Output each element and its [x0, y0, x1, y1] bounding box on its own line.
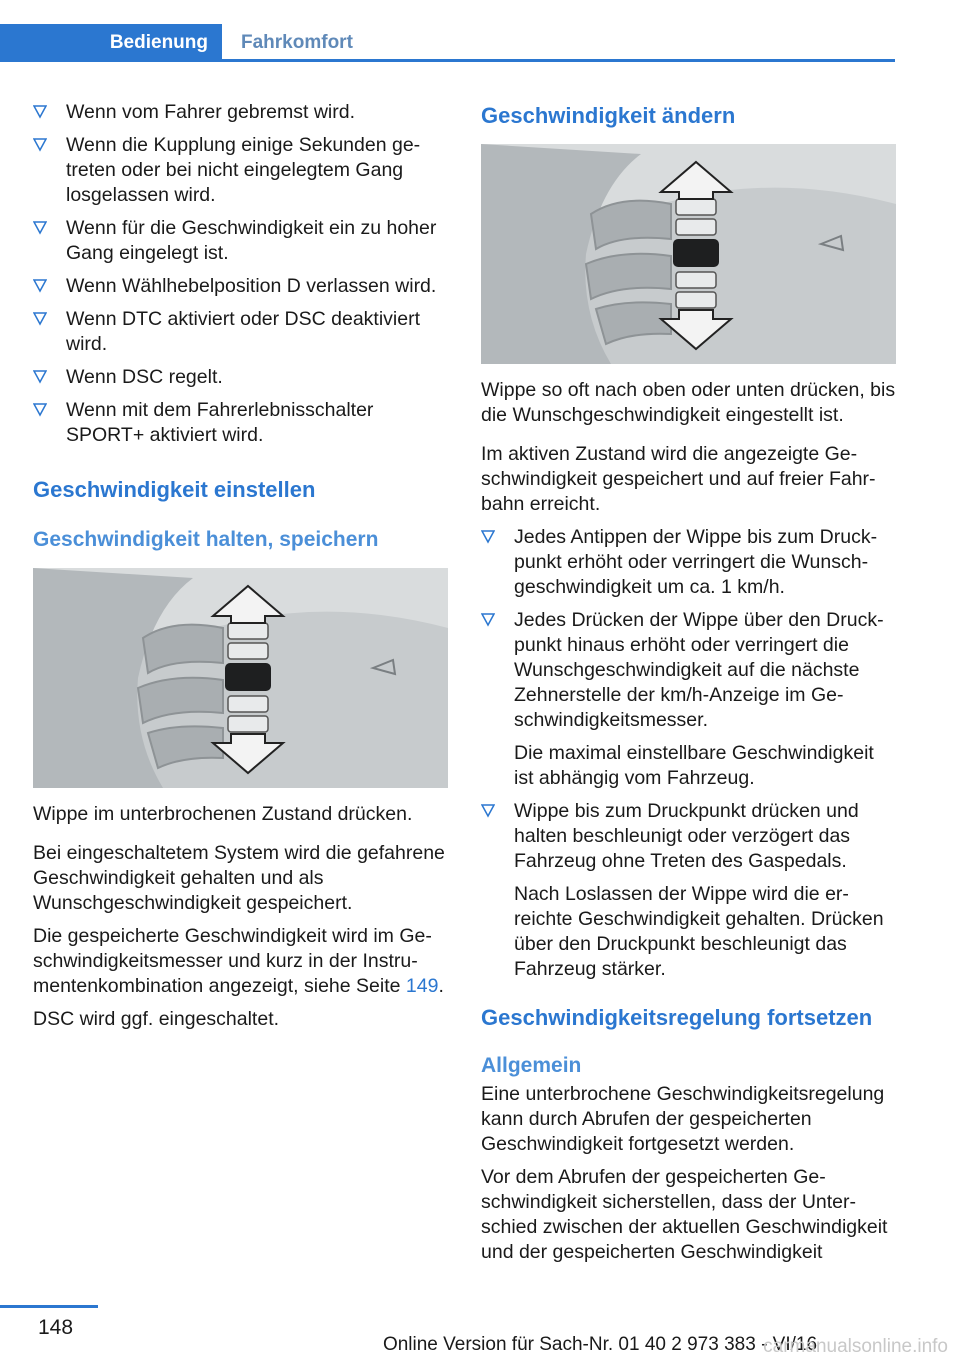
- paragraph: DSC wird ggf. eingeschaltet.: [33, 1008, 280, 1030]
- list-item-note: Die maximal einstellbare Geschwindigkeit ist abhängig vom Fahrzeug.: [514, 742, 874, 789]
- list-item: Wenn mit dem Fahrerlebnisschalter SPORT+ aktiviert wird.: [33, 398, 448, 448]
- list-item: Wenn vom Fahrer gebremst wird.: [33, 100, 448, 125]
- section-subheading: Allgemein: [481, 1054, 582, 1077]
- paragraph: Die gespeicherte Geschwindigkeit wird im Geschwindigkeitsmesser und kurz in der Instrumentenkombination angezeigt, siehe Seite 149.: [33, 925, 444, 997]
- bullet-triangle-icon: [481, 530, 495, 544]
- list-item: Wenn DTC aktiviert oder DSC deaktiviert wird.: [33, 307, 448, 357]
- section-heading: Geschwindigkeit einstellen: [33, 477, 316, 502]
- bullet-triangle-icon: [481, 613, 495, 627]
- list-item: Wenn die Kupplung einige Sekunden getreten oder bei nicht eingelegtem Gang losgelassen wird.: [33, 133, 448, 208]
- tab-fahrkomfort[interactable]: Fahrkomfort: [241, 32, 353, 53]
- paragraph: Bei eingeschaltetem System wird die gefahrene Geschwindigkeit gehalten und als Wunschgeschwindigkeit gespeichert.: [33, 842, 445, 914]
- watermark: carmanualsonline.info: [763, 1336, 948, 1357]
- paragraph: Im aktiven Zustand wird die angezeigte Geschwindigkeit gespeichert und auf freier Fahrbahn erreicht.: [481, 443, 876, 515]
- list-item: Jedes Drücken der Wippe über den Druckpunkt hinaus erhöht oder verringert die Wunschgeschwindigkeit auf die nächste Zehnerstelle der km/h-Anzeige im Geschwindigkeitsmesser. Die maximal einstellbare Geschwindigkeit ist abhängig vom Fahrzeug.: [481, 608, 896, 791]
- section-heading: Geschwindigkeit ändern: [481, 103, 736, 128]
- list-item: Wenn Wählhebelposition D verlassen wird.: [33, 274, 448, 299]
- list-item-note: Nach Loslassen der Wippe wird die erreichte Geschwindigkeit gehalten. Drücken über den Druckpunkt beschleunigt das Fahrzeug stärker.: [514, 883, 884, 980]
- bullet-triangle-icon: [33, 312, 47, 326]
- list-item: Wippe bis zum Druckpunkt drücken und halten beschleunigt oder verzögert das Fahrzeug ohne Treten des Gaspedals. Nach Loslassen der Wippe wird die erreichte Geschwindigkeit gehalten. Drücken über den Druckpunkt beschleunigt das Fahrzeug stärker.: [481, 799, 896, 982]
- steering-wheel-rocker-image: [481, 144, 896, 364]
- bullet-triangle-icon: [33, 279, 47, 293]
- bullet-triangle-icon: [481, 804, 495, 818]
- section-heading: Geschwindigkeitsregelung fortsetzen: [481, 1005, 873, 1030]
- list-item: Wenn für die Geschwindigkeit ein zu hoher Gang eingelegt ist.: [33, 216, 448, 266]
- paragraph: Wippe so oft nach oben oder unten drücken, bis die Wunschgeschwindigkeit eingestellt ist.: [481, 379, 896, 426]
- paragraph: Wippe im unterbrochenen Zustand drücken.: [33, 803, 413, 825]
- bullet-triangle-icon: [33, 105, 47, 119]
- right-bullet-list: [481, 525, 896, 982]
- list-item: Jedes Antippen der Wippe bis zum Druckpunkt erhöht oder verringert die Wunschgeschwindigkeit um ca. 1 km/h.: [481, 525, 896, 600]
- header-divider: [0, 59, 895, 62]
- page-link[interactable]: 149: [405, 975, 439, 997]
- online-version-note: Online Version für Sach-Nr. 01 40 2 973 383 - VI/16: [382, 1334, 818, 1355]
- bullet-triangle-icon: [33, 138, 47, 152]
- steering-wheel-rocker-image: [33, 568, 448, 788]
- paragraph: Vor dem Abrufen der gespeicherten Geschwindigkeit sicherstellen, dass der Unterschied zwischen der aktuellen Geschwindigkeit und der gespeicherten Geschwindigkeit: [481, 1166, 888, 1263]
- bullet-triangle-icon: [33, 370, 47, 384]
- list-item: Wenn DSC regelt.: [33, 365, 448, 390]
- bullet-triangle-icon: [33, 221, 47, 235]
- tab-bedienung[interactable]: Bedienung: [0, 24, 222, 62]
- page-number: 148: [38, 1316, 74, 1339]
- section-subheading: Geschwindigkeit halten, speichern: [33, 528, 379, 551]
- bullet-triangle-icon: [33, 403, 47, 417]
- right-column: [481, 100, 896, 1265]
- paragraph: Eine unterbrochene Geschwindigkeitsregelung kann durch Abrufen der gespeicherten Geschwindigkeit fortgesetzt werden.: [481, 1083, 885, 1155]
- left-bullet-list: [33, 100, 448, 448]
- footer-divider: [0, 1305, 98, 1308]
- left-column: [33, 100, 448, 1032]
